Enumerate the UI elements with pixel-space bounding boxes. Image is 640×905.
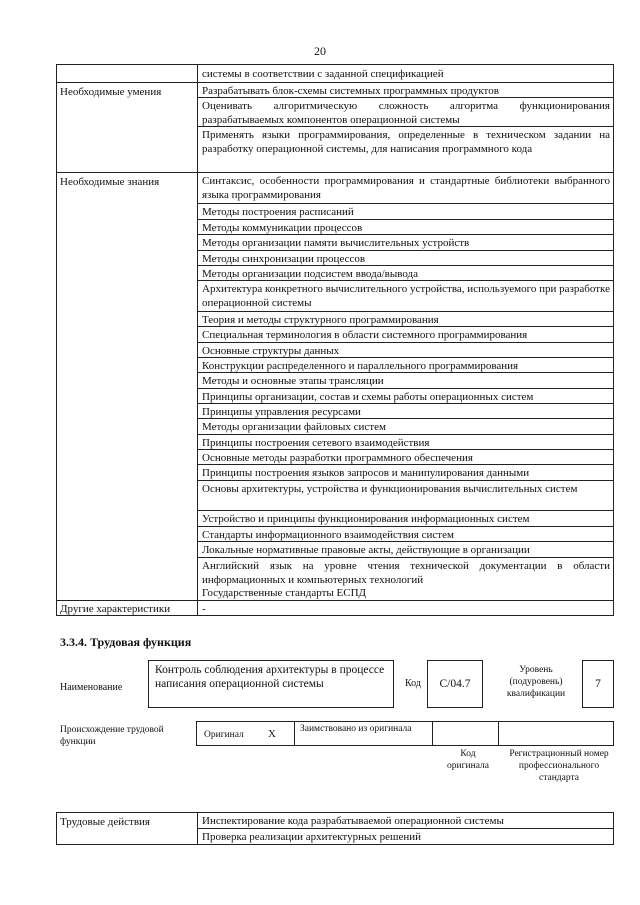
knowledge-item: Основные структуры данных [202, 345, 340, 357]
page-number: 20 [314, 44, 326, 58]
knowledge-item: Принципы построения языков запросов и манипулирования данными [202, 467, 530, 479]
other-label: Другие характеристики [60, 603, 171, 615]
section-title: 3.3.4. Трудовая функция [60, 635, 192, 649]
knowledge-item: Принципы организации, состав и схемы работы операционных систем [202, 391, 534, 403]
borrowed-label: Заимствовано из оригинала [300, 724, 412, 734]
knowledge-item: Архитектура конкретного вычислительного устройства, используемого при разработке операционной системы [202, 283, 610, 309]
skill-item: Применять языки программирования, определенные в техническом задании на разработку операционной системы, для написания программного кода [202, 129, 610, 155]
knowledge-item: Государственные стандарты ЕСПД [202, 587, 367, 599]
skill-item: Оценивать алгоритмическую сложность алгоритма функционирования разрабатываемых компонентов операционной системы [202, 100, 610, 126]
knowledge-item: Теория и методы структурного программирования [202, 314, 439, 326]
knowledge-item: Основные методы разработки программного обеспечения [202, 452, 473, 464]
action-item: Проверка реализации архитектурных решений [202, 831, 422, 843]
knowledge-item: Методы синхронизации процессов [202, 253, 366, 265]
actions-label: Трудовые действия [60, 816, 150, 828]
original-mark: X [268, 728, 276, 740]
column-divider [197, 64, 198, 616]
skills-label: Необходимые умения [60, 86, 162, 98]
code-value: C/04.7 [439, 678, 471, 690]
level-label: Уровень (подуровень) квалификации [506, 665, 566, 699]
continuation-text: системы в соответствии с заданной спецификацией [202, 68, 444, 80]
other-value: - [202, 603, 206, 615]
name-label: Наименование [60, 682, 123, 693]
origin-label: Происхождение трудовой функции [60, 725, 164, 747]
level-value: 7 [595, 678, 601, 690]
knowledge-label: Необходимые знания [60, 176, 160, 188]
action-item: Инспектирование кода разрабатываемой операционной системы [202, 815, 504, 827]
knowledge-item: Принципы построения сетевого взаимодействия [202, 437, 430, 449]
knowledge-item: Методы организации файловых систем [202, 421, 386, 433]
knowledge-item: Принципы управления ресурсами [202, 406, 361, 418]
knowledge-item: Устройство и принципы функционирования информационных систем [202, 513, 530, 525]
knowledge-item: Стандарты информационного взаимодействия систем [202, 529, 454, 541]
knowledge-item: Методы коммуникации процессов [202, 222, 363, 234]
knowledge-item: Локальные нормативные правовые акты, действующие в организации [202, 544, 530, 556]
knowledge-item: Английский язык на уровне чтения технической документации в области информационных и компьютерных технологий [202, 560, 610, 586]
knowledge-item: Синтаксис, особенности программирования и стандартные библиотеки выбранного языка программирования [202, 175, 610, 201]
knowledge-item: Специальная терминология в области системного программирования [202, 329, 528, 341]
reg-number-label: Регистрационный номер профессионального стандарта [509, 749, 609, 783]
skill-item: Разрабатывать блок-схемы системных программных продуктов [202, 85, 499, 97]
code-label: Код [405, 678, 421, 689]
origin-code-label: Код оригинала [447, 749, 489, 771]
original-label: Оригинал [204, 730, 244, 740]
knowledge-item: Конструкции распределенного и параллельного программирования [202, 360, 519, 372]
knowledge-item: Методы и основные этапы трансляции [202, 375, 384, 387]
name-value: Контроль соблюдения архитектуры в процессе написания операционной системы [155, 664, 385, 690]
knowledge-item: Методы организации подсистем ввода/вывода [202, 268, 419, 280]
knowledge-item: Методы организации памяти вычислительных устройств [202, 237, 470, 249]
knowledge-item: Основы архитектуры, устройства и функционирования вычислительных систем [202, 483, 578, 495]
knowledge-item: Методы построения расписаний [202, 206, 354, 218]
